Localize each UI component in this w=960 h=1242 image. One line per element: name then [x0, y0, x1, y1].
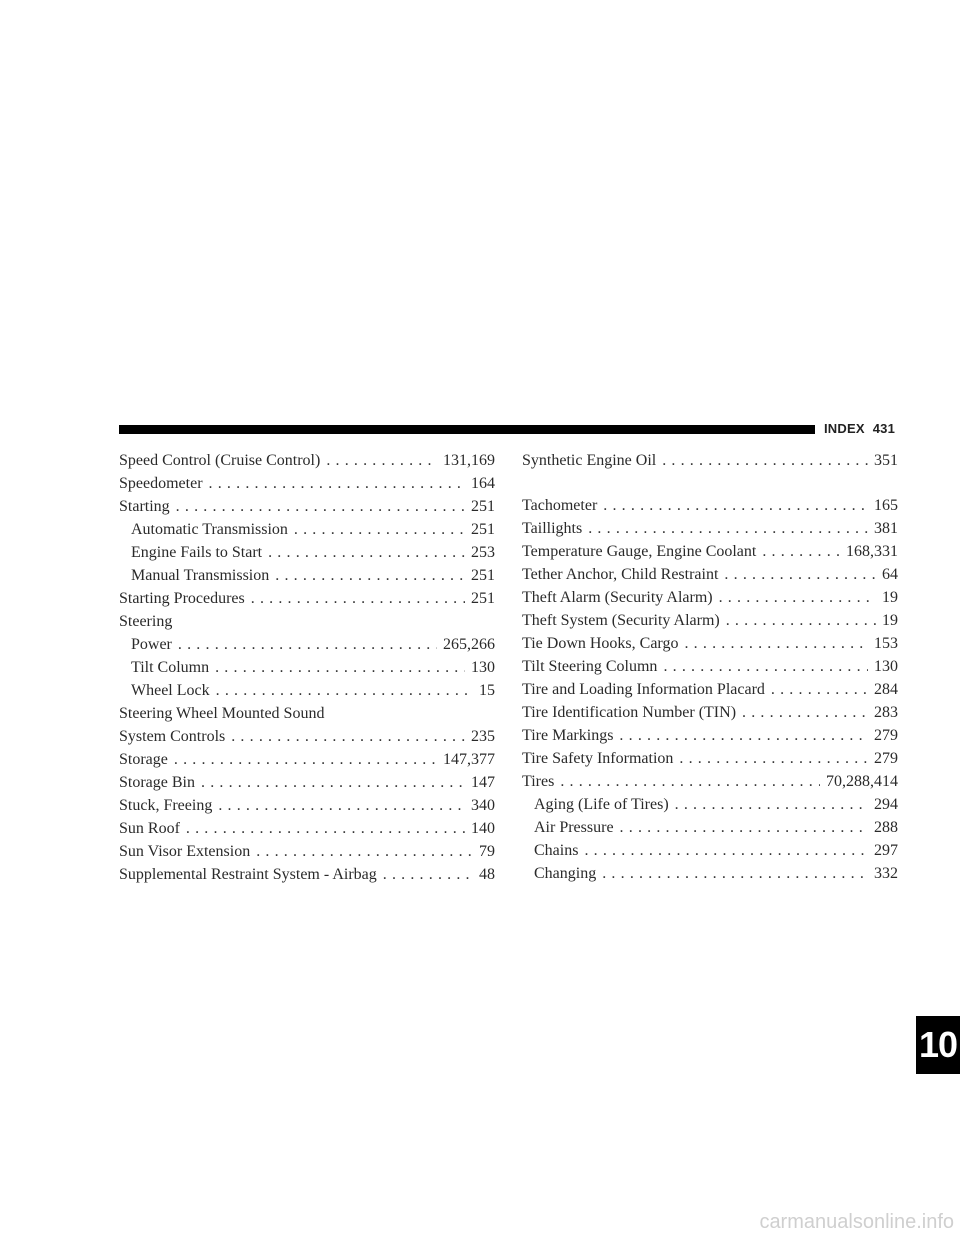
dot-leader [326, 449, 437, 472]
index-page-ref: 79 [479, 843, 495, 860]
index-entry [522, 632, 898, 655]
index-entry [119, 495, 495, 518]
index-term: Steering [119, 613, 173, 630]
index-page-ref: 279 [874, 750, 898, 767]
index-entry [522, 609, 898, 632]
running-header [824, 421, 895, 436]
dot-leader [201, 771, 465, 794]
index-term: Tire Identification Number (TIN) [522, 704, 737, 721]
dot-leader [619, 724, 868, 747]
index-term: Power [131, 636, 172, 653]
index-entry [522, 563, 898, 586]
index-entry [522, 655, 898, 678]
index-page-ref: 235 [471, 728, 495, 745]
index-page-ref: 251 [471, 521, 495, 538]
dot-leader [675, 793, 868, 816]
index-entry [119, 472, 495, 495]
index-term: Steering Wheel Mounted Sound [119, 705, 325, 722]
index-page-ref: 130 [874, 658, 898, 675]
index-term: Starting [119, 498, 170, 515]
index-page-ref: 164 [471, 475, 495, 492]
index-column-right [522, 449, 898, 885]
index-entry [119, 518, 495, 541]
index-term: Supplemental Restraint System - Airbag [119, 866, 377, 883]
index-page-ref: 147,377 [443, 751, 495, 768]
index-term: Theft System (Security Alarm) [522, 612, 720, 629]
index-term: Temperature Gauge, Engine Coolant [522, 543, 757, 560]
dot-leader [560, 770, 820, 793]
dot-leader [584, 839, 868, 862]
index-page-ref: 130 [471, 659, 495, 676]
index-page-ref: 165 [874, 497, 898, 514]
index-term: Wheel Lock [131, 682, 210, 699]
dot-leader [209, 472, 465, 495]
index-entry [522, 724, 898, 747]
index-page-ref: 153 [874, 635, 898, 652]
dot-leader [174, 748, 437, 771]
dot-leader [602, 862, 868, 885]
index-entry [119, 794, 495, 817]
index-term: Changing [534, 865, 597, 882]
index-entry [522, 494, 898, 517]
index-entry [119, 817, 495, 840]
index-page-ref: 19 [882, 612, 898, 629]
index-term: Storage Bin [119, 774, 195, 791]
index-page-ref: 19 [882, 589, 898, 606]
index-entry [119, 633, 495, 656]
index-entry [119, 725, 495, 748]
index-term: Speedometer [119, 475, 203, 492]
index-page-ref: 251 [471, 590, 495, 607]
dot-leader [588, 517, 868, 540]
dot-leader [178, 633, 437, 656]
index-term: Taillights [522, 520, 583, 537]
index-entry [522, 701, 898, 724]
index-term: Engine Fails to Start [131, 544, 263, 561]
index-term: Tire Safety Information [522, 750, 674, 767]
index-term: Tachometer [522, 497, 598, 514]
watermark: carmanualsonline.info [759, 1211, 954, 1233]
index-term: Air Pressure [534, 819, 614, 836]
index-term: Sun Roof [119, 820, 180, 837]
index-term: Speed Control (Cruise Control) [119, 452, 321, 469]
index-term: Storage [119, 751, 168, 768]
dot-leader [620, 816, 868, 839]
index-page-ref: 297 [874, 842, 898, 859]
letter-group-gap [522, 472, 898, 494]
chapter-tab: 10 [916, 1016, 960, 1074]
index-page-ref: 140 [471, 820, 495, 837]
dot-leader [186, 817, 465, 840]
index-entry [119, 610, 495, 633]
index-page-ref: 251 [471, 567, 495, 584]
index-term: Tie Down Hooks, Cargo [522, 635, 679, 652]
index-entry [522, 540, 898, 563]
index-entry [522, 517, 898, 540]
index-entry [522, 770, 898, 793]
index-page-ref: 381 [874, 520, 898, 537]
index-page-ref: 332 [874, 865, 898, 882]
index-term: Tether Anchor, Child Restraint [522, 566, 719, 583]
index-entry [119, 702, 495, 725]
dot-leader [176, 495, 465, 518]
dot-leader [231, 725, 465, 748]
index-term: Tires [522, 773, 555, 790]
index-entry [119, 771, 495, 794]
index-page-ref: 131,169 [443, 452, 495, 469]
index-entry [119, 840, 495, 863]
index-page-ref: 284 [874, 681, 898, 698]
dot-leader [251, 587, 465, 610]
header-page-number: 431 [872, 421, 896, 436]
index-term: Tire Markings [522, 727, 614, 744]
index-entry [119, 541, 495, 564]
header-section-label: INDEX [824, 421, 865, 436]
dot-leader [603, 494, 868, 517]
dot-leader [762, 540, 840, 563]
index-entry [119, 564, 495, 587]
index-page-ref: 64 [882, 566, 898, 583]
dot-leader [771, 678, 868, 701]
index-term: Aging (Life of Tires) [534, 796, 669, 813]
dot-leader [218, 794, 465, 817]
index-page-ref: 351 [874, 452, 898, 469]
index-entry [522, 862, 898, 885]
dot-leader [726, 609, 876, 632]
index-page-ref: 70,288,414 [826, 773, 898, 790]
dot-leader [268, 541, 465, 564]
dot-leader [256, 840, 473, 863]
index-entry [522, 793, 898, 816]
index-entry [119, 656, 495, 679]
dot-leader [662, 449, 868, 472]
index-page-ref: 340 [471, 797, 495, 814]
dot-leader [719, 586, 876, 609]
index-page-ref: 15 [479, 682, 495, 699]
index-page-ref: 265,266 [443, 636, 495, 653]
header-rule [119, 425, 815, 434]
index-term: Starting Procedures [119, 590, 245, 607]
dot-leader [724, 563, 876, 586]
index-page-ref: 279 [874, 727, 898, 744]
index-page-ref: 168,331 [846, 543, 898, 560]
index-page-ref: 294 [874, 796, 898, 813]
index-term: Tire and Loading Information Placard [522, 681, 765, 698]
index-term: Tilt Steering Column [522, 658, 658, 675]
index-term: Theft Alarm (Security Alarm) [522, 589, 713, 606]
index-page-ref: 288 [874, 819, 898, 836]
dot-leader [679, 747, 868, 770]
index-entry [522, 816, 898, 839]
dot-leader [663, 655, 868, 678]
dot-leader [294, 518, 465, 541]
index-entry [119, 748, 495, 771]
index-entry [522, 449, 898, 472]
index-term: Tilt Column [131, 659, 210, 676]
index-term: Manual Transmission [131, 567, 270, 584]
index-page-ref: 253 [471, 544, 495, 561]
dot-leader [275, 564, 465, 587]
index-column-left [119, 449, 495, 886]
index-entry [119, 679, 495, 702]
index-term: System Controls [119, 728, 226, 745]
index-entry [522, 839, 898, 862]
index-entry [119, 863, 495, 886]
index-term: Chains [534, 842, 579, 859]
dot-leader [383, 863, 473, 886]
index-page-ref: 251 [471, 498, 495, 515]
index-entry [522, 747, 898, 770]
dot-leader [742, 701, 868, 724]
index-term: Stuck, Freeing [119, 797, 213, 814]
index-page-ref: 48 [479, 866, 495, 883]
index-page-ref: 283 [874, 704, 898, 721]
index-term: Sun Visor Extension [119, 843, 251, 860]
index-entry [522, 586, 898, 609]
index-entry [119, 587, 495, 610]
dot-leader [215, 656, 465, 679]
index-page-ref: 147 [471, 774, 495, 791]
index-entry [522, 678, 898, 701]
index-term: Automatic Transmission [131, 521, 288, 538]
index-entry [119, 449, 495, 472]
index-term: Synthetic Engine Oil [522, 452, 657, 469]
dot-leader [216, 679, 473, 702]
dot-leader [684, 632, 868, 655]
